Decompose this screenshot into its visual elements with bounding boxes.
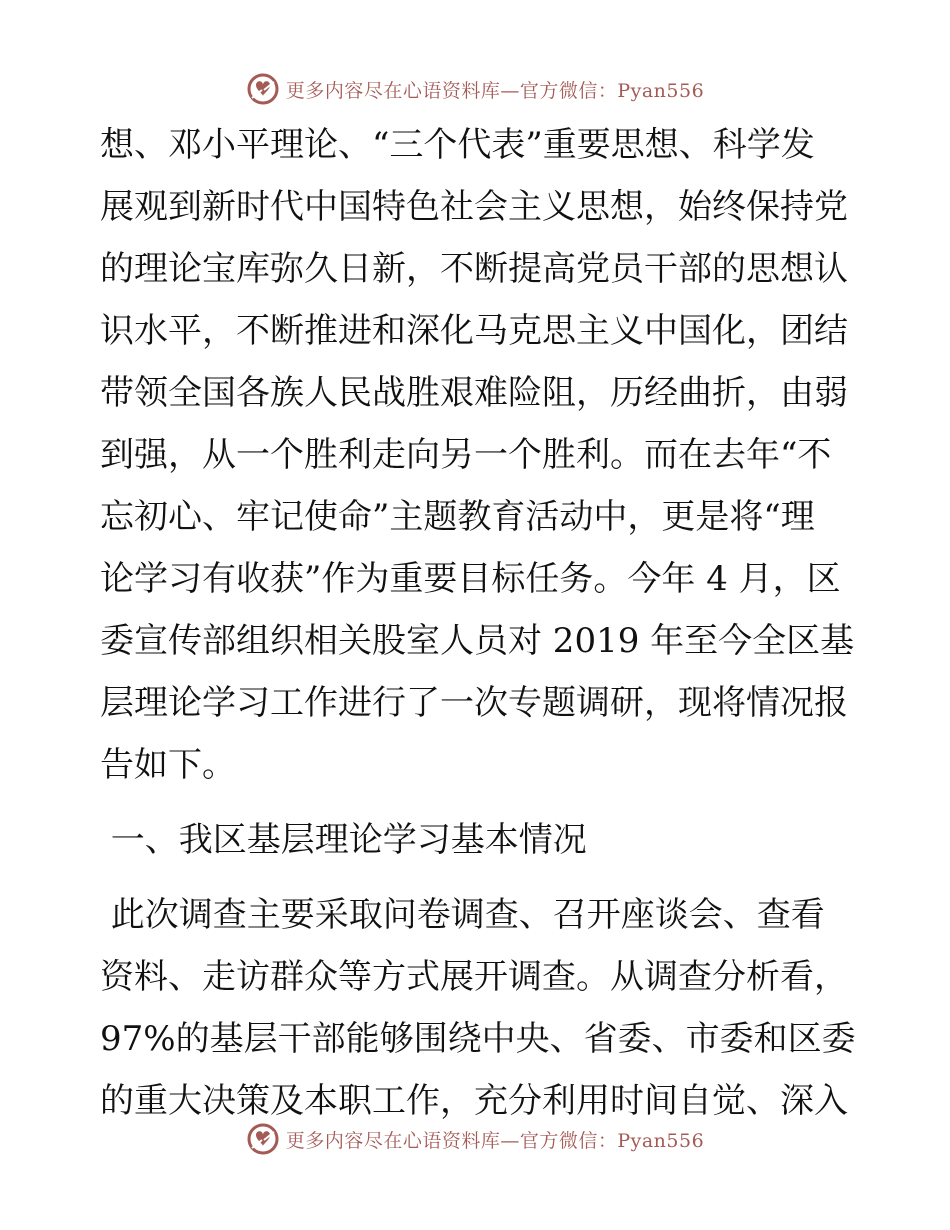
body-line: 论学习有收获”作为重要目标任务。今年 4 月，区 xyxy=(100,559,841,599)
body-line: 97%的基层干部能够围绕中央、省委、市委和区委 xyxy=(100,1019,856,1059)
body-line: 的重大决策及本职工作，充分利用时间自觉、深入 xyxy=(100,1081,848,1121)
body-line: 想、邓小平理论、“三个代表”重要思想、科学发 xyxy=(100,125,815,165)
section-heading: 一、我区基层理论学习基本情况 xyxy=(100,820,587,860)
body-line: 层理论学习工作进行了一次专题调研，现将情况报 xyxy=(100,683,848,723)
body-line: 到强，从一个胜利走向另一个胜利。而在去年“不 xyxy=(100,435,832,475)
heart-ribbon-icon xyxy=(246,72,280,106)
header-banner xyxy=(0,72,950,106)
header-banner-text: 更多内容尽在心语资料库—官方微信：Pyan556 xyxy=(285,79,705,102)
body-line: 展观到新时代中国特色社会主义思想，始终保持党 xyxy=(100,187,848,227)
footer-banner-text: 更多内容尽在心语资料库—官方微信：Pyan556 xyxy=(285,1129,705,1152)
heart-ribbon-icon xyxy=(246,1122,280,1156)
footer-banner xyxy=(0,1122,950,1156)
body-line: 带领全国各族人民战胜艰难险阻，历经曲折，由弱 xyxy=(100,373,848,413)
body-line: 的理论宝库弥久日新，不断提高党员干部的思想认 xyxy=(100,249,848,289)
body-line: 忘初心、牢记使命”主题教育活动中，更是将“理 xyxy=(100,497,815,537)
body-line: 资料、走访群众等方式展开调查。从调查分析看， xyxy=(100,957,848,997)
body-line: 识水平，不断推进和深化马克思主义中国化，团结 xyxy=(100,311,848,351)
body-line: 委宣传部组织相关股室人员对 2019 年至今全区基 xyxy=(100,621,855,661)
body-line: 此次调查主要采取问卷调查、召开座谈会、查看 xyxy=(100,895,825,935)
body-line: 告如下。 xyxy=(100,745,236,785)
